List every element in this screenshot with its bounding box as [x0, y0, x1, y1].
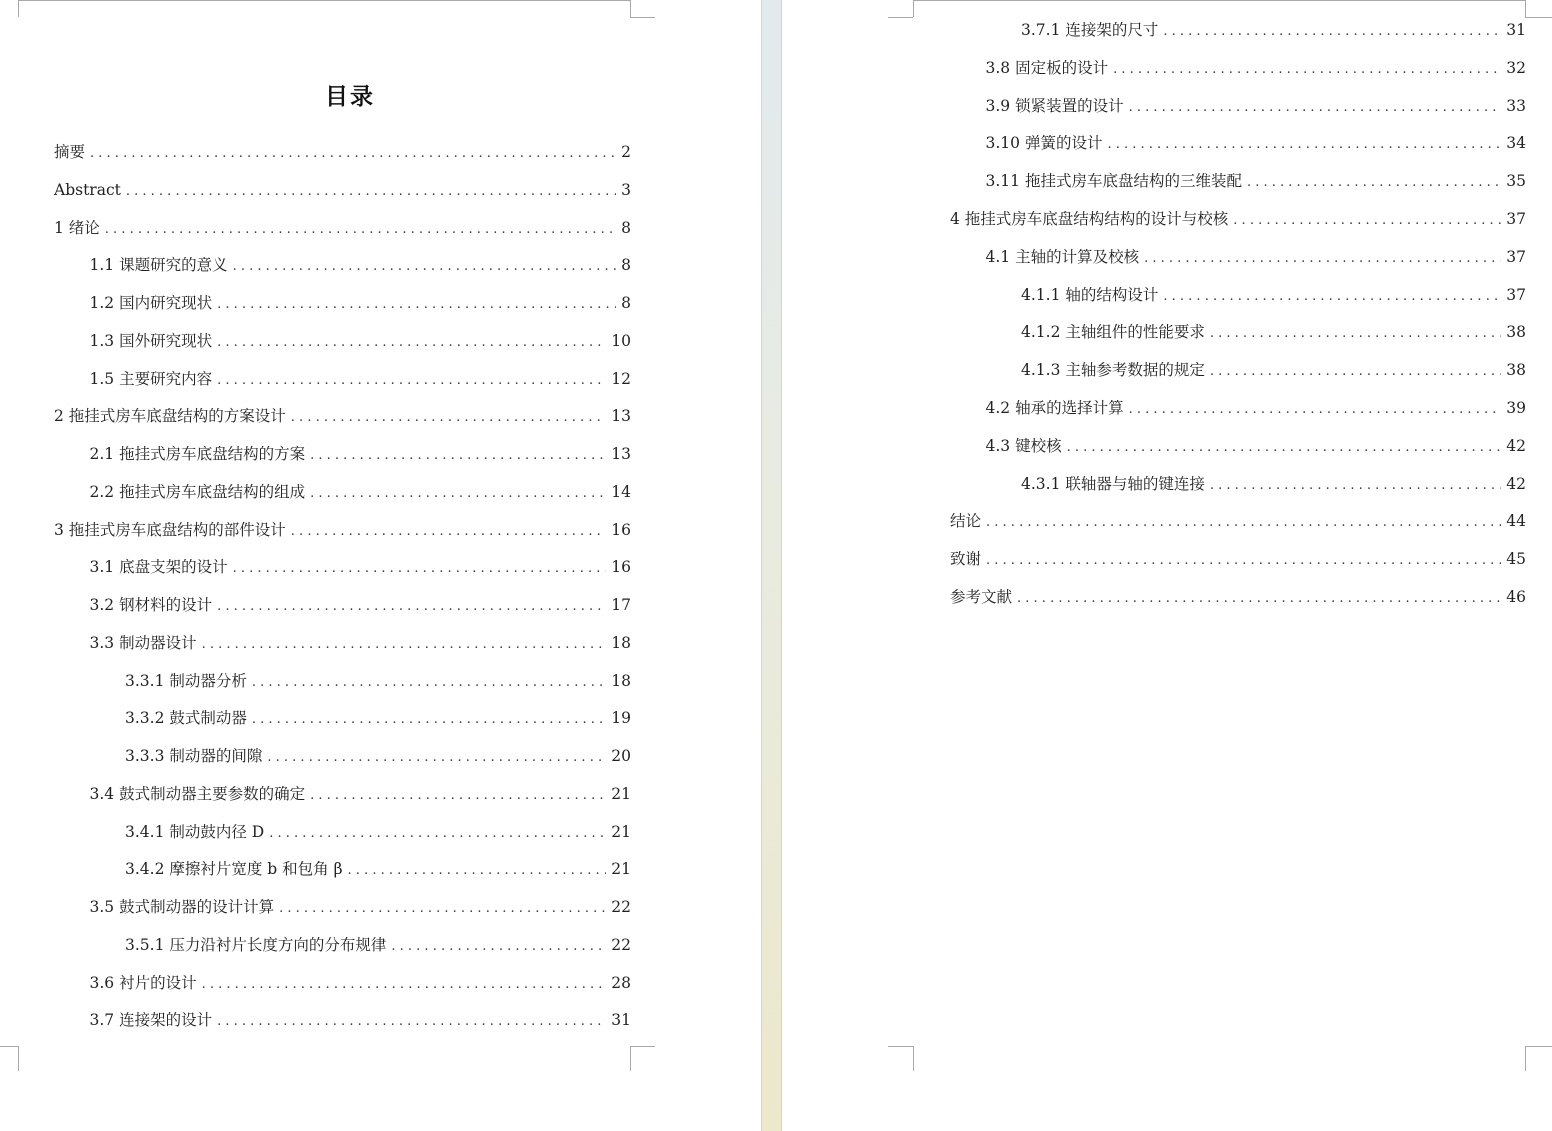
- crop-mark-bottom-left-h: [0, 1046, 18, 1047]
- toc-entry[interactable]: [986, 170, 1527, 192]
- toc-page-number: 21: [611, 784, 631, 803]
- toc-dot-leader: [1107, 134, 1501, 156]
- toc-entry-label: 3.4 鼓式制动器主要参数的确定: [89, 784, 306, 803]
- toc-entry[interactable]: [125, 670, 631, 692]
- toc-dot-leader: [267, 747, 606, 769]
- toc-page-number: 21: [611, 860, 631, 879]
- toc-entry[interactable]: [125, 707, 631, 729]
- toc-entry-label: 3.10 弹簧的设计: [985, 134, 1103, 153]
- toc-entry[interactable]: [950, 548, 1526, 570]
- toc-dot-leader: [105, 219, 616, 241]
- crop-mark-bottom-left-h: [888, 1046, 913, 1047]
- toc-entry-label: 4.1 主轴的计算及校核: [985, 247, 1140, 266]
- toc-dot-leader: [269, 823, 606, 845]
- toc-page-number: 44: [1506, 512, 1526, 531]
- toc-entry[interactable]: [950, 586, 1526, 608]
- toc-entry[interactable]: [90, 896, 632, 918]
- toc-entry-label: 3.5.1 压力沿衬片长度方向的分布规律: [125, 935, 387, 954]
- toc-entry-label: 3.1 底盘支架的设计: [89, 558, 228, 577]
- toc-entry[interactable]: [125, 745, 631, 767]
- toc-entry-label: 2.2 拖挂式房车底盘结构的组成: [89, 482, 306, 501]
- toc-dot-leader: [1210, 323, 1501, 345]
- toc-entry-label: 3.3.1 制动器分析: [125, 671, 247, 690]
- toc-entry-label: 1.5 主要研究内容: [89, 369, 213, 388]
- toc-dot-leader: [310, 785, 606, 807]
- toc-dot-leader: [1210, 361, 1501, 383]
- toc-entry[interactable]: [90, 594, 632, 616]
- crop-mark-bottom-right-h: [630, 1046, 655, 1047]
- toc-entry[interactable]: [986, 95, 1527, 117]
- toc-entry-label: 3.4.1 制动鼓内径 D: [125, 822, 265, 841]
- toc-entry[interactable]: [90, 1009, 632, 1031]
- toc-entry-label: 3.3 制动器设计: [89, 633, 197, 652]
- crop-mark-bottom-right-h: [1525, 1046, 1552, 1047]
- toc-entry-label: 4.3 键校核: [985, 436, 1062, 455]
- toc-entry[interactable]: [125, 934, 631, 956]
- document-page-left: [0, 0, 761, 1131]
- toc-entry[interactable]: [90, 292, 632, 314]
- toc-entry-label: 3.7 连接架的设计: [89, 1011, 213, 1030]
- crop-mark-top-right-h: [630, 17, 655, 18]
- toc-page-number: 32: [1506, 58, 1526, 77]
- toc-page-number: 38: [1506, 361, 1526, 380]
- toc-dot-leader: [986, 550, 1501, 572]
- toc-entry[interactable]: [950, 510, 1526, 532]
- toc-entry[interactable]: [1021, 473, 1526, 495]
- toc-dot-leader: [1129, 399, 1502, 421]
- toc-entry-label: 4.3.1 联轴器与轴的键连接: [1021, 474, 1205, 493]
- toc-dot-leader: [279, 898, 606, 920]
- toc-dot-leader: [217, 332, 606, 354]
- toc-dot-leader: [217, 596, 606, 618]
- toc-dot-leader: [1233, 210, 1501, 232]
- toc-entry[interactable]: [90, 443, 632, 465]
- toc-dot-leader: [217, 294, 616, 316]
- toc-entry-label: 3.4.2 摩擦衬片宽度 b 和包角 β: [125, 860, 343, 879]
- toc-entry-label: Abstract: [54, 180, 121, 199]
- toc-page-number: 8: [621, 218, 631, 237]
- toc-entry[interactable]: [986, 435, 1527, 457]
- toc-page-number: 3: [621, 180, 631, 199]
- toc-entry-label: 参考文献: [950, 588, 1013, 606]
- toc-dot-leader: [202, 974, 607, 996]
- toc-page-number: 42: [1506, 436, 1526, 455]
- toc-entry-label: 2 拖挂式房车底盘结构的方案设计: [54, 407, 286, 426]
- toc-page-number: 34: [1506, 134, 1526, 153]
- toc-entry[interactable]: [1021, 284, 1526, 306]
- toc-page-number: 46: [1506, 588, 1526, 606]
- toc-entry[interactable]: [54, 179, 631, 201]
- toc-entry[interactable]: [90, 556, 632, 578]
- document-page-right: [782, 0, 1552, 1131]
- toc-entry-label: 3.11 拖挂式房车底盘结构的三维装配: [985, 172, 1242, 191]
- toc-entry[interactable]: [1021, 19, 1526, 41]
- toc-dot-leader: [1163, 21, 1501, 43]
- toc-entry-label: 1.1 课题研究的意义: [89, 256, 228, 275]
- toc-entry-label: 4.1.2 主轴组件的性能要求: [1021, 323, 1205, 342]
- toc-page-number: 14: [611, 482, 631, 501]
- toc-entry[interactable]: [54, 405, 631, 427]
- crop-mark-top-right-h: [1525, 17, 1552, 18]
- crop-mark-top-left: [913, 0, 914, 17]
- toc-page-number: 28: [611, 973, 631, 992]
- toc-page-number: 8: [621, 294, 631, 312]
- toc-dot-leader: [90, 143, 616, 165]
- toc-dot-leader: [1113, 59, 1501, 81]
- toc-dot-leader: [1144, 248, 1501, 270]
- toc-entry-label: 3.5 鼓式制动器的设计计算: [89, 898, 275, 916]
- page-gap-gutter: [761, 0, 782, 1131]
- toc-dot-leader: [986, 512, 1501, 534]
- toc-entry[interactable]: [950, 208, 1526, 230]
- toc-dot-leader: [1210, 475, 1501, 497]
- toc-page-number: 17: [611, 596, 631, 614]
- toc-entry[interactable]: [90, 481, 632, 503]
- toc-page-number: 37: [1506, 247, 1526, 266]
- toc-entry-label: 3.3.2 鼓式制动器: [125, 709, 247, 728]
- toc-dot-leader: [291, 521, 606, 543]
- crop-mark-bottom-left-v: [18, 1046, 19, 1071]
- toc-entry[interactable]: [1021, 359, 1526, 381]
- toc-page-number: 2: [621, 143, 631, 161]
- toc-page-number: 16: [611, 520, 631, 539]
- toc-dot-leader: [126, 181, 616, 203]
- toc-entry-label: 致谢: [950, 550, 982, 569]
- toc-dot-leader: [1163, 286, 1501, 308]
- toc-dot-leader: [217, 370, 606, 392]
- toc-page-number: 39: [1506, 399, 1526, 417]
- toc-dot-leader: [310, 445, 606, 467]
- toc-entry-label: 3 拖挂式房车底盘结构的部件设计: [54, 520, 286, 539]
- crop-mark-bottom-left-v: [913, 1046, 914, 1071]
- toc-dot-leader: [202, 634, 607, 656]
- toc-entry-label: 4 拖挂式房车底盘结构结构的设计与校核: [950, 210, 1229, 228]
- toc-entry[interactable]: [1021, 321, 1526, 343]
- toc-entry-label: 1.2 国内研究现状: [89, 294, 213, 312]
- toc-entry[interactable]: [125, 821, 631, 843]
- toc-entry[interactable]: [986, 132, 1527, 154]
- toc-page-number: 37: [1506, 285, 1526, 304]
- toc-entry-label: 3.7.1 连接架的尺寸: [1021, 21, 1159, 39]
- toc-page-number: 20: [611, 747, 631, 765]
- toc-entry-label: 4.2 轴承的选择计算: [985, 399, 1124, 417]
- toc-page-number: 18: [611, 671, 631, 690]
- page-top-edge: [18, 0, 630, 1]
- toc-dot-leader: [233, 558, 607, 580]
- toc-entry[interactable]: [90, 368, 632, 390]
- page-top-edge: [913, 0, 1525, 1]
- toc-dot-leader: [291, 407, 606, 429]
- toc-page-number: 31: [1506, 21, 1526, 39]
- crop-mark-bottom-right-v: [630, 1046, 631, 1071]
- toc-dot-leader: [233, 256, 617, 278]
- toc-entry[interactable]: [54, 519, 631, 541]
- toc-page-number: 35: [1506, 172, 1526, 191]
- toc-entry-label: 4.1.3 主轴参考数据的规定: [1021, 361, 1205, 380]
- toc-entry[interactable]: [986, 246, 1527, 268]
- toc-entry[interactable]: [54, 141, 631, 163]
- toc-entry-label: 3.9 锁紧装置的设计: [985, 96, 1124, 115]
- toc-entry-label: 摘要: [54, 143, 86, 161]
- toc-dot-leader: [310, 483, 606, 505]
- toc-entry-label: 2.1 拖挂式房车底盘结构的方案: [89, 445, 306, 463]
- toc-entry-label: 3.8 固定板的设计: [985, 58, 1109, 77]
- toc-page-number: 13: [611, 407, 631, 426]
- toc-entry[interactable]: [90, 632, 632, 654]
- toc-dot-leader: [252, 709, 606, 731]
- toc-page-number: 42: [1506, 474, 1526, 493]
- toc-dot-leader: [217, 1011, 606, 1033]
- toc-page-number: 16: [611, 558, 631, 577]
- toc-page-number: 13: [611, 445, 631, 463]
- toc-dot-leader: [391, 936, 606, 958]
- toc-entry[interactable]: [90, 783, 632, 805]
- toc-entry[interactable]: [90, 254, 632, 276]
- toc-entry-label: 3.2 钢材料的设计: [89, 596, 213, 614]
- toc-dot-leader: [1067, 437, 1502, 459]
- toc-dot-leader: [1247, 172, 1501, 194]
- toc-dot-leader: [252, 672, 606, 694]
- toc-page-number: 12: [611, 369, 631, 388]
- toc-dot-leader: [1017, 588, 1501, 610]
- toc-entry-label: 3.3.3 制动器的间隙: [125, 747, 263, 765]
- toc-entry-label: 结论: [950, 512, 982, 531]
- toc-entry-label: 4.1.1 轴的结构设计: [1021, 285, 1159, 304]
- toc-page-number: 37: [1506, 210, 1526, 228]
- crop-mark-top-left-h: [888, 17, 913, 18]
- toc-dot-leader: [348, 860, 607, 882]
- toc-page-number: 18: [611, 633, 631, 652]
- toc-dot-leader: [1129, 97, 1502, 119]
- toc-entry[interactable]: [90, 972, 632, 994]
- toc-page-number: 8: [621, 256, 631, 275]
- toc-title: 目录: [325, 83, 375, 110]
- toc-entry[interactable]: [125, 858, 631, 880]
- toc-entry-label: 3.6 衬片的设计: [89, 973, 197, 992]
- toc-page-number: 22: [611, 935, 631, 954]
- toc-page-number: 21: [611, 822, 631, 841]
- toc-entry[interactable]: [90, 330, 632, 352]
- toc-page-number: 22: [611, 898, 631, 916]
- crop-mark-top-right: [630, 0, 631, 17]
- toc-entry-label: 1 绪论: [54, 218, 100, 237]
- toc-entry-label: 1.3 国外研究现状: [89, 331, 213, 350]
- crop-mark-top-right: [1525, 0, 1526, 17]
- crop-mark-top-left: [18, 0, 19, 17]
- toc-page-number: 33: [1506, 96, 1526, 115]
- crop-mark-bottom-right-v: [1525, 1046, 1526, 1071]
- toc-page-number: 38: [1506, 323, 1526, 342]
- toc-entry[interactable]: [986, 397, 1527, 419]
- toc-page-number: 19: [611, 709, 631, 728]
- toc-page-number: 31: [611, 1011, 631, 1030]
- toc-entry[interactable]: [54, 217, 631, 239]
- toc-entry[interactable]: [986, 57, 1527, 79]
- toc-page-number: 45: [1506, 550, 1526, 569]
- toc-page-number: 10: [611, 331, 631, 350]
